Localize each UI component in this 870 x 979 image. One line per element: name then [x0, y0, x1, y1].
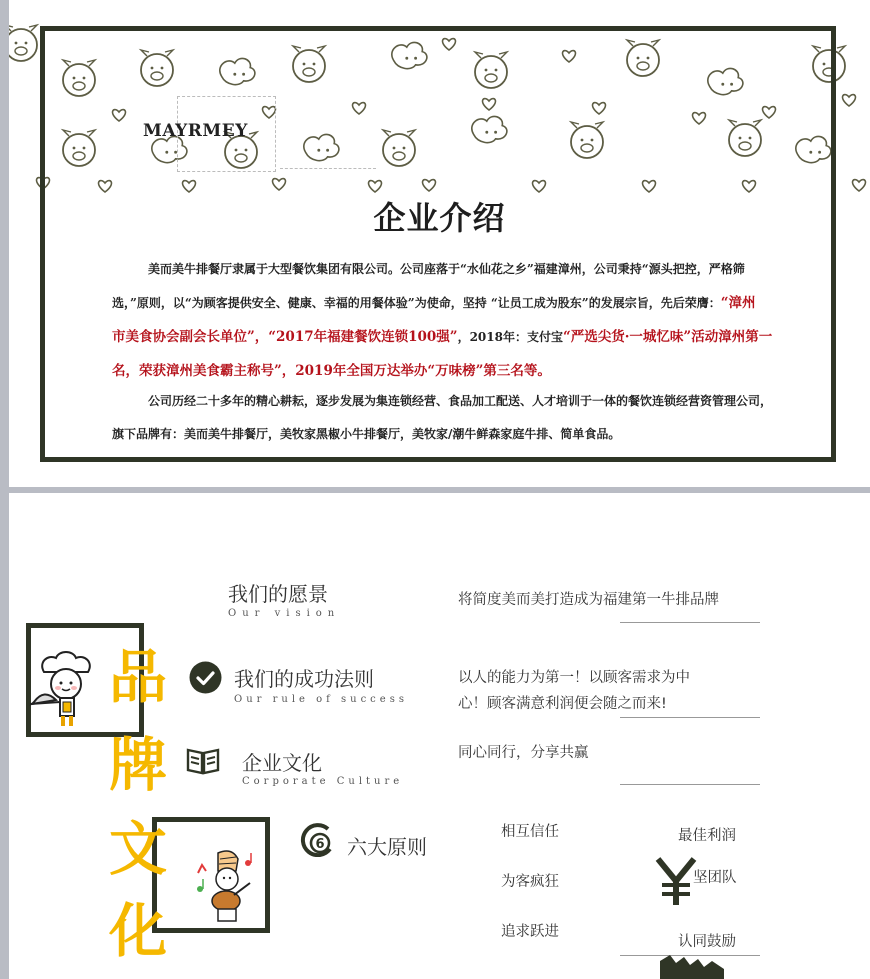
- principle-left-1: 相互信任: [501, 824, 559, 840]
- intro-p1-highlight-2: 市美食协会副会长单位”，“2017年福建餐饮连锁100强”: [112, 329, 458, 345]
- vertical-title-char-1: 品: [108, 643, 167, 711]
- mascot-face-pattern-icon: [9, 25, 37, 61]
- intro-p1-line-3: [112, 320, 797, 354]
- check-circle-icon: [189, 661, 222, 694]
- culture-underline: [620, 784, 760, 785]
- success-text-line-2: 心！顾客满意利润便会随之而来!: [458, 696, 667, 712]
- success-text-line-1: 以人的能力为第一！以顾客需求为中: [458, 670, 690, 686]
- vertical-title-char-3: 文: [108, 815, 167, 883]
- intro-p1-highlight-4: 名，荣获漳州美食霸主称号”，2019年全国万达举办“万味榜”第三名等。: [112, 363, 551, 379]
- intro-p1-line-3-text: ，2018年：支付宝: [457, 330, 563, 344]
- intro-title: 企业介绍: [373, 199, 506, 237]
- intro-slide: [9, 0, 870, 487]
- success-subtitle: Our rule of success: [234, 694, 408, 705]
- culture-subtitle: Corporate Culture: [242, 776, 404, 787]
- principles-title: 六大原则: [347, 835, 427, 859]
- intro-p1-line-4: [112, 354, 797, 388]
- yen-icon: [654, 855, 698, 907]
- six-circle-icon: [300, 823, 336, 857]
- principle-left-3: 追求跃进: [501, 924, 559, 940]
- chef-mascot-icon: [26, 650, 106, 734]
- intro-p1-highlight-1: “漳州: [720, 295, 756, 311]
- vertical-title-char-4: 化: [108, 897, 167, 965]
- heart-pattern-icon: [843, 95, 856, 106]
- intro-p1-highlight-3: “严选尖货·一城忆味”活动漳州第一: [562, 329, 773, 345]
- principle-right-2: 坚团队: [693, 870, 737, 886]
- intro-p2-line-2: 旗下品牌有：美而美牛排餐厅，美牧家黑椒小牛排餐厅，美牧家/潮牛鲜森家庭牛排、简单食品。: [112, 427, 621, 441]
- brand-culture-slide: [9, 493, 870, 979]
- vision-title: 我们的愿景: [228, 582, 328, 606]
- open-book-icon: [186, 747, 220, 775]
- vision-text: 将简度美而美打造成为福建第一牛排品牌: [458, 592, 719, 608]
- vertical-title-char-2: 牌: [108, 731, 167, 799]
- brand-logo: MAYRMEY: [143, 121, 248, 141]
- crown-shape-icon: [660, 955, 724, 979]
- intro-paragraph-2: [112, 385, 797, 451]
- intro-paragraph-1: [112, 252, 797, 388]
- intro-p2-line-1: 公司历经二十多年的精心耕耘，逐步发展为集连锁经营、食品加工配送、人才培训于一体的餐饮连锁经营资管理公司，: [148, 394, 773, 408]
- musician-mascot-icon: [194, 849, 258, 923]
- culture-title: 企业文化: [242, 751, 322, 775]
- success-title: 我们的成功法则: [234, 667, 374, 691]
- heart-pattern-icon: [853, 180, 866, 191]
- intro-p1-line-2-text: 选，”原则，以“为顾客提供安全、健康、幸福的用餐体验”为使命，坚持 “让员工成为股东”的发展宗旨，先后荣膺：: [112, 296, 721, 310]
- svg-text:6: 6: [315, 837, 325, 852]
- intro-p1-line-1: 美而美牛排餐厅隶属于大型餐饮集团有限公司。公司座落于“水仙花之乡”福建漳州，公司秉持“源头把控，严格筛: [148, 262, 745, 276]
- principle-right-3: 认同鼓励: [678, 934, 736, 950]
- success-underline: [620, 717, 760, 718]
- intro-p1-line-2: [112, 286, 797, 320]
- culture-text: 同心同行，分享共赢: [458, 745, 589, 761]
- principle-right-1: 最佳利润: [678, 828, 736, 844]
- vision-underline: [620, 622, 760, 623]
- principle-left-2: 为客疯狂: [501, 874, 559, 890]
- vision-subtitle: Our vision: [228, 608, 341, 619]
